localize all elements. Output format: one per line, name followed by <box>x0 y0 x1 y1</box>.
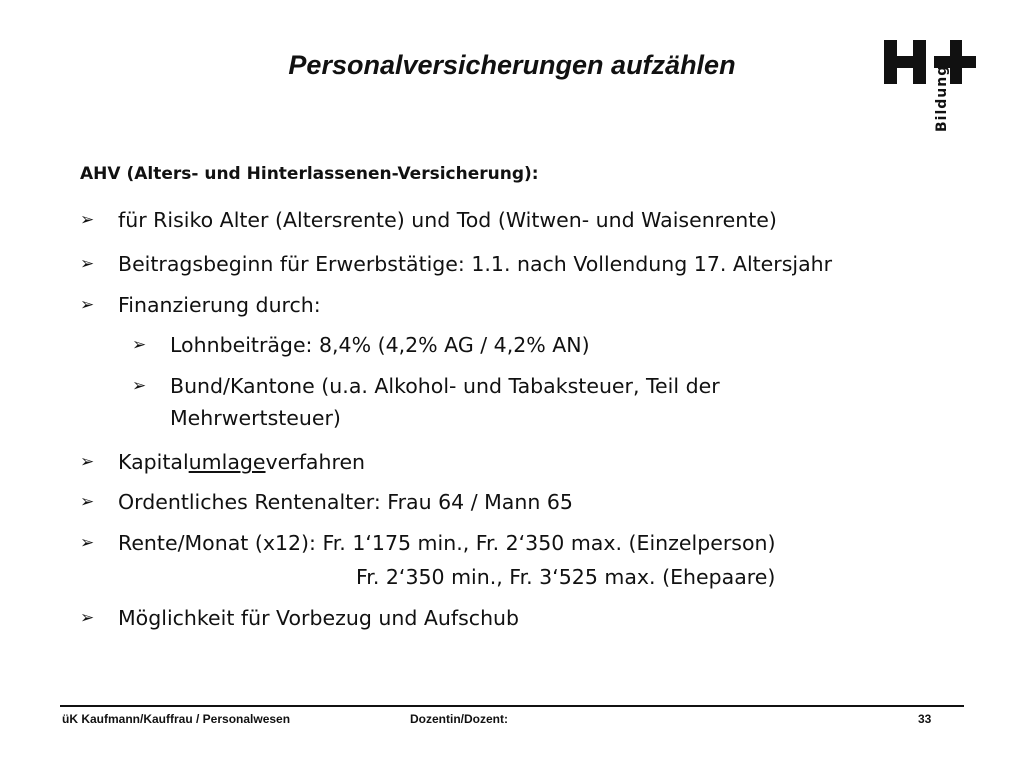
bullet-arrow-icon: ➢ <box>80 492 95 512</box>
verfahren-text: verfahren <box>265 450 366 474</box>
bullet-risk: für Risiko Alter (Altersrente) und Tod (Witwen- und Waisenrente) <box>118 208 777 232</box>
bullet-contribution-start: Beitragsbeginn für Erwerbstätige: 1.1. nach Vollendung 17. Altersjahr <box>118 252 833 276</box>
sub-bullet-wage-contributions: Lohnbeiträge: 8,4% (4,2% AG / 4,2% AN) <box>170 333 590 357</box>
slide-title: Personalversicherungen aufzählen <box>288 50 736 80</box>
bullet-capital-procedure <box>118 447 365 478</box>
h-plus-logo-icon <box>884 36 976 88</box>
bullet-arrow-icon: ➢ <box>132 376 147 396</box>
bullet-financing: Finanzierung durch: <box>118 293 321 317</box>
bullet-arrow-icon: ➢ <box>80 608 95 628</box>
bullet-retirement-age: Ordentliches Rentenalter: Frau 64 / Mann 65 <box>118 490 573 514</box>
bullet-arrow-icon: ➢ <box>132 335 147 355</box>
bildung-wordmark: Bildung <box>934 64 950 132</box>
footer-page-number: 33 <box>918 712 932 726</box>
umlage-underlined-text: umlage <box>188 450 266 474</box>
bullet-early-deferred: Möglichkeit für Vorbezug und Aufschub <box>118 606 520 630</box>
sub-bullet-federal-cantons-line1: Bund/Kantone (u.a. Alkohol- und Tabaksteuer, Teil der <box>170 374 720 398</box>
bullet-arrow-icon: ➢ <box>80 295 95 315</box>
bullet-arrow-icon: ➢ <box>80 533 95 553</box>
h-plus-bildung-logo <box>884 36 976 168</box>
sub-bullet-federal-cantons-line2: Mehrwertsteuer) <box>170 406 341 430</box>
footer-lecturer: Dozentin/Dozent: <box>410 712 508 726</box>
bullet-arrow-icon: ➢ <box>80 452 95 472</box>
capital-text: Kapital <box>118 450 189 474</box>
bullet-pension-line1: Rente/Monat (x12): Fr. 1‘175 min., Fr. 2‘350 max. (Einzelperson) <box>118 531 776 555</box>
bullet-pension-line2: Fr. 2‘350 min., Fr. 3‘525 max. (Ehepaare) <box>356 565 776 589</box>
bullet-arrow-icon: ➢ <box>80 254 95 274</box>
footer-divider <box>60 705 964 707</box>
bullet-arrow-icon: ➢ <box>80 210 95 230</box>
footer-course: üK Kaufmann/Kauffrau / Personalwesen <box>62 712 291 726</box>
section-heading-ahv: AHV (Alters- und Hinterlassenen-Versicherung): <box>80 164 539 184</box>
